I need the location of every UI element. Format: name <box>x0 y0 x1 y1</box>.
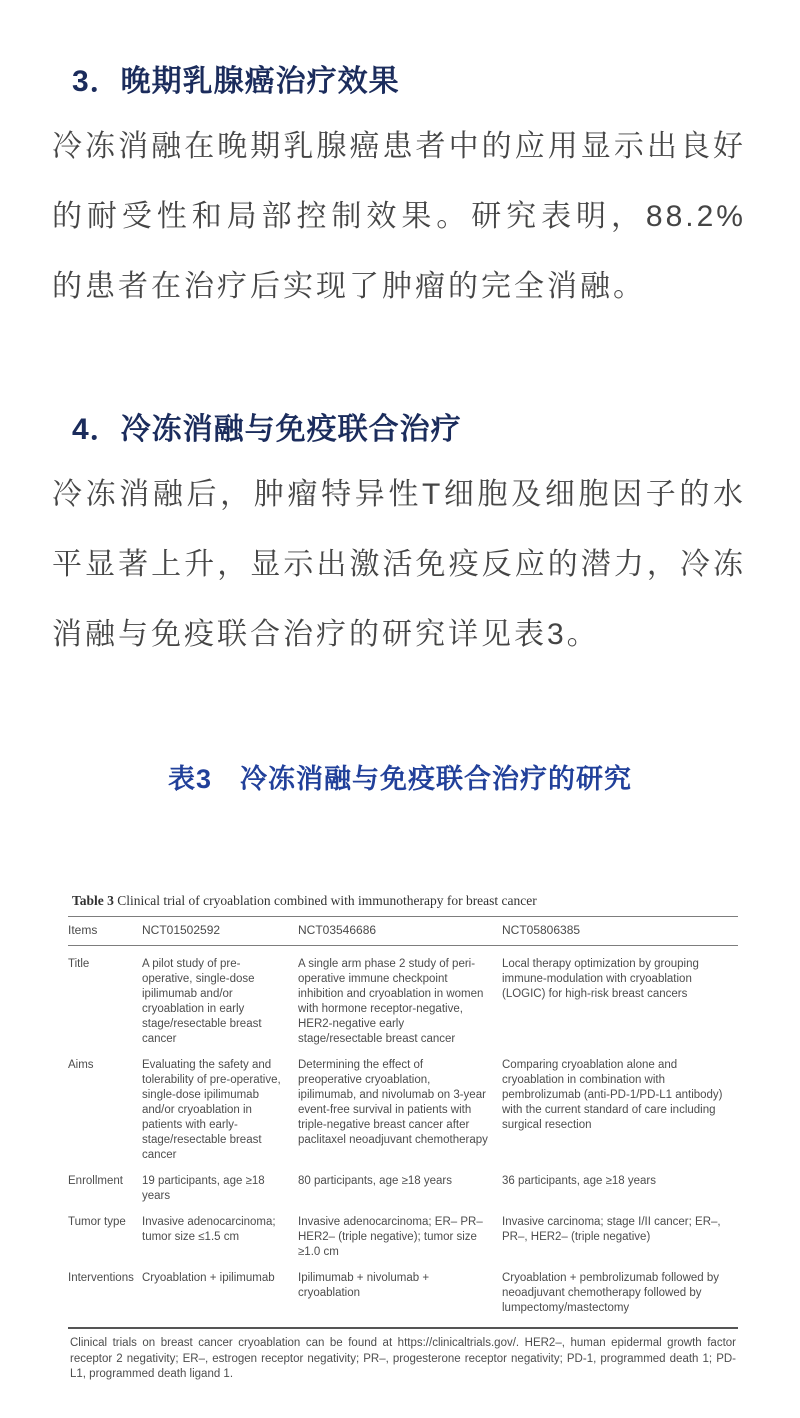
table-cell: Cryoablation + pembrolizumab followed by neoadjuvant chemotherapy followed by lumpectomy/mastectomy <box>502 1272 720 1314</box>
header-cell-nct01502592: NCT01502592 <box>142 923 221 937</box>
table-cell: Determining the effect of preoperative cryoablation, ipilimumab, and nivolumab on 3-year event-free survival in patients with triple-negative breast cancer after paclitaxel neoadjuvant chemotherapy <box>298 1059 488 1146</box>
table-title <box>72 893 738 909</box>
table-cell: Ipilimumab + nivolumab + cryoablation <box>298 1272 430 1299</box>
table-row-title <box>68 946 738 1047</box>
header-cell-nct03546686: NCT03546686 <box>298 923 377 937</box>
table-cell: 19 participants, age ≥18 years <box>142 1175 265 1202</box>
table-title-text: Clinical trial of cryoablation combined with immunotherapy for breast cancer <box>113 893 537 908</box>
table-title-label: Table 3 <box>72 893 114 908</box>
table-cell: Local therapy optimization by grouping immune-modulation with cryoablation (LOGIC) for high-risk breast cancers <box>502 958 699 1000</box>
table-cell: 80 participants, age ≥18 years <box>298 1175 452 1187</box>
clinical-trials-table <box>68 893 738 1383</box>
row-label: Interventions <box>68 1272 134 1284</box>
table-row-interventions <box>68 1260 738 1316</box>
row-label: Aims <box>68 1059 94 1071</box>
table-cell: Evaluating the safety and tolerability of pre-operative, single-dose ipilimumab and/or cryoablation in patients with early-stage/resectable breast cancer <box>142 1059 281 1161</box>
section-3-paragraph: 冷冻消融在晚期乳腺癌患者中的应用显示出良好的耐受性和局部控制效果。研究表明，88.2%的患者在治疗后实现了肿瘤的完全消融。 <box>52 130 746 303</box>
table-header-row <box>68 917 738 945</box>
table-cell: A pilot study of pre-operative, single-dose ipilimumab and/or cryoablation in early stage/resectable breast cancer <box>142 958 262 1045</box>
header-cell-nct05806385: NCT05806385 <box>502 923 581 937</box>
table-row-tumor-type <box>68 1204 738 1260</box>
table-cell: A single arm phase 2 study of peri-operative immune checkpoint inhibition and cryoablation in women with hormone receptor-negative, HER2-negative early stage/resectable breast cancer <box>298 958 484 1045</box>
table-cell: Invasive carcinoma; stage I/II cancer; ER–, PR–, HER2– (triple negative) <box>502 1216 721 1243</box>
table-row-enrollment <box>68 1163 738 1204</box>
row-label: Tumor type <box>68 1216 126 1228</box>
row-label: Enrollment <box>68 1175 123 1187</box>
table3-caption: 表3 冷冻消融与免疫联合治疗的研究 <box>167 764 632 794</box>
table-cell: Comparing cryoablation alone and cryoablation in combination with pembrolizumab (anti-PD-1/PD-L1 antibody) with the current standard of care including surgical resection <box>502 1059 723 1131</box>
section-4-heading: 4．冷冻消融与免疫联合治疗 <box>72 413 462 446</box>
table-cell: Cryoablation + ipilimumab <box>142 1272 275 1284</box>
header-cell-items: Items <box>68 923 98 937</box>
table-cell: Invasive adenocarcinoma; tumor size ≤1.5 cm <box>142 1216 276 1243</box>
table-row-aims <box>68 1047 738 1163</box>
table-footnote: Clinical trials on breast cancer cryoablation can be found at https://clinicaltrials.gov/. HER2–, human epidermal growth factor receptor 2 negativity; ER–, estrogen receptor negativity; PR–, progesterone receptor negativity; PD-1, programmed death 1; PD-L1, programmed death ligand 1. <box>70 1337 736 1380</box>
row-label: Title <box>68 958 90 970</box>
table-cell: 36 participants, age ≥18 years <box>502 1175 656 1187</box>
section-3-heading: 3．晚期乳腺癌治疗效果 <box>72 65 400 98</box>
section-4-paragraph: 冷冻消融后，肿瘤特异性T细胞及细胞因子的水平显著上升，显示出激活免疫反应的潜力，冷冻消融与免疫联合治疗的研究详见表3。 <box>52 478 746 651</box>
table-cell: Invasive adenocarcinoma; ER– PR– HER2– (triple negative); tumor size ≥1.0 cm <box>298 1216 483 1258</box>
